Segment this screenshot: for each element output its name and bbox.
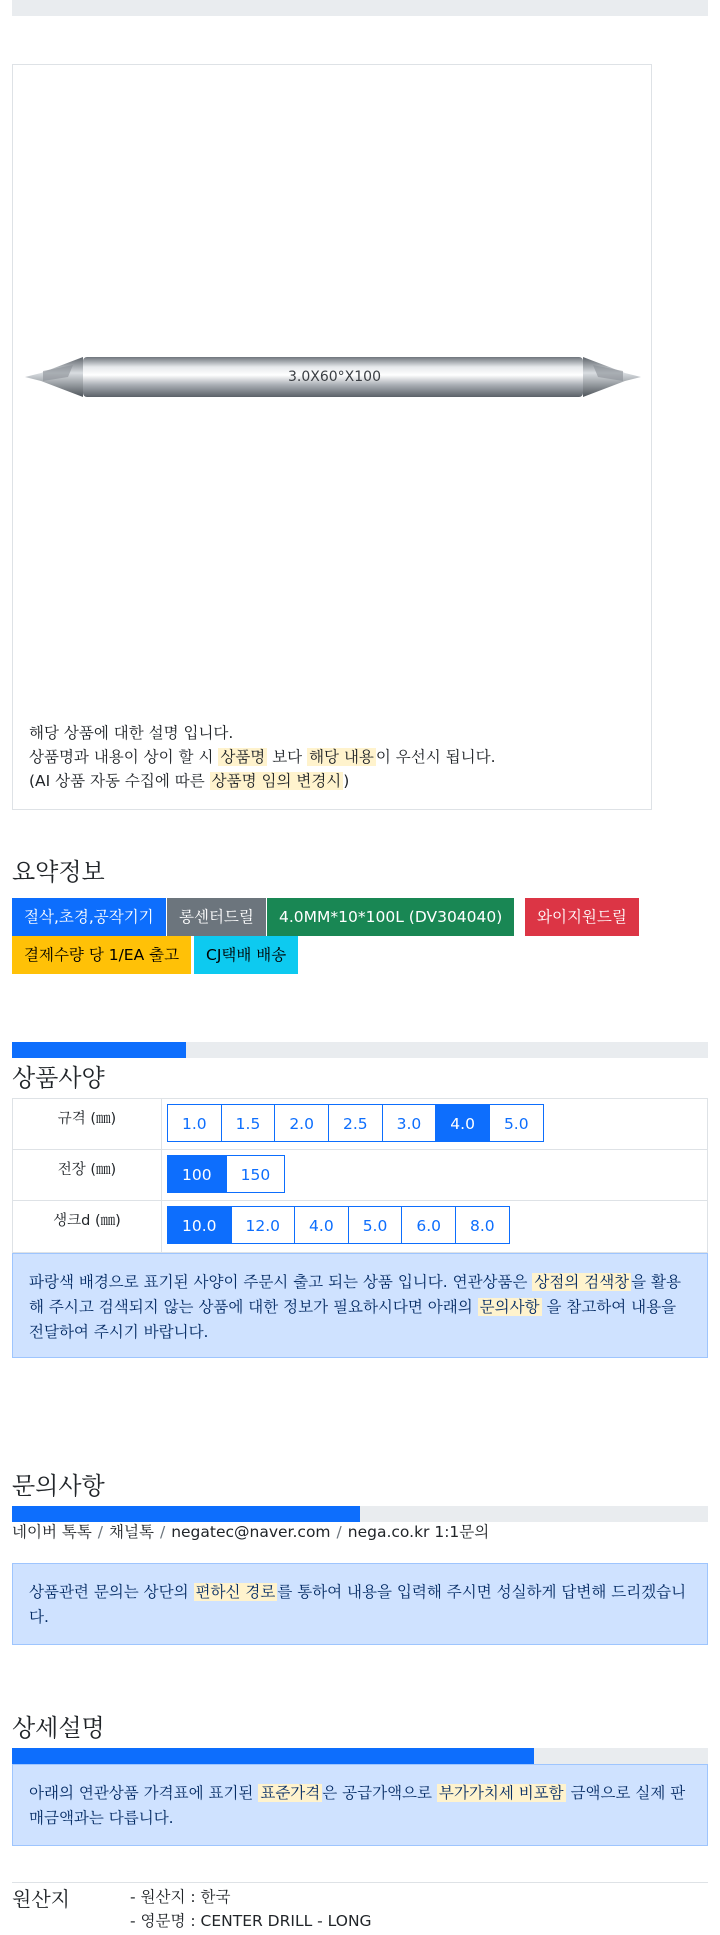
spec-option[interactable]: 3.0: [382, 1104, 437, 1142]
origin-label: 원산지: [12, 1887, 70, 1911]
product-image-box: [12, 64, 652, 810]
spec-options-size: [167, 1104, 543, 1142]
origin-english-name: - 영문명 : CENTER DRILL - LONG: [130, 1912, 372, 1930]
svg-text:3.0X60°X100: 3.0X60°X100: [288, 369, 381, 385]
spec-option[interactable]: 5.0: [489, 1104, 544, 1142]
channel-channeltalk[interactable]: 채널톡: [109, 1523, 154, 1541]
spec-option[interactable]: 150: [226, 1155, 286, 1193]
tag-quantity: 결제수량 당 1/EA 출고: [12, 936, 191, 974]
detail-progress-bar: [12, 1748, 708, 1764]
spec-option[interactable]: 1.0: [167, 1104, 222, 1142]
spec-option[interactable]: 8.0: [455, 1206, 510, 1244]
spec-option[interactable]: 12.0: [231, 1206, 296, 1244]
detail-progress-fill: [12, 1748, 534, 1764]
spec-row-length: [12, 1149, 708, 1200]
specs-progress-bar: [12, 1042, 708, 1058]
specs-progress-fill: [12, 1042, 186, 1058]
center-drill-image: [23, 343, 643, 411]
spec-option[interactable]: 6.0: [401, 1206, 456, 1244]
tag-model: 4.0MM*10*100L (DV304040): [267, 898, 514, 936]
specs-title: 상품사양: [12, 1064, 105, 1092]
spec-option[interactable]: 2.5: [328, 1104, 383, 1142]
spec-option[interactable]: 4.0: [294, 1206, 349, 1244]
spec-label-length: 전장 (㎜): [12, 1150, 162, 1201]
spec-option[interactable]: 2.0: [274, 1104, 329, 1142]
inquiry-channels: 네이버 톡톡 / 채널톡 / negatec@naver.com / nega.co.kr 1:1문의: [12, 1523, 490, 1541]
channel-email[interactable]: negatec@naver.com: [171, 1523, 331, 1541]
tag-product-type: 롱센터드릴: [167, 898, 266, 936]
spec-table: [12, 1098, 708, 1253]
top-placeholder-bar: [12, 0, 708, 16]
origin-country: - 원산지 : 한국: [130, 1888, 231, 1906]
spec-option[interactable]: 1.5: [221, 1104, 276, 1142]
spec-label-shank: 생크d (㎜): [12, 1201, 162, 1252]
tag-shipping: CJ택배 배송: [194, 936, 298, 974]
spec-option[interactable]: 10.0: [167, 1206, 232, 1244]
spec-label-size: 규격 (㎜): [12, 1099, 162, 1150]
channel-naver-talktalk[interactable]: 네이버 톡톡: [12, 1523, 92, 1541]
spec-option[interactable]: 4.0: [435, 1104, 490, 1142]
spec-options-shank: [167, 1206, 509, 1244]
detail-notice: 아래의 연관상품 가격표에 표기된 표준가격 은 공급가액으로 부가가치세 비포함 금액으로 실제 판매금액과는 다릅니다.: [12, 1764, 708, 1846]
inquiry-notice: 상품관련 문의는 상단의 편하신 경로 를 통하여 내용을 입력해 주시면 성실하게 답변해 드리겠습니다.: [12, 1563, 708, 1645]
tag-brand: 와이지원드릴: [525, 898, 639, 936]
spec-options-length: [167, 1155, 284, 1193]
origin-section: [12, 1882, 708, 1930]
spec-notice: 파랑색 배경으로 표기된 사양이 주문시 출고 되는 상품 입니다. 연관상품은 상점의 검색창 을 활용해 주시고 검색되지 않는 상품에 대한 정보가 필요하시다면 아래의 문의사항 을 참고하여 내용을 전달하여 주시기 바랍니다.: [12, 1253, 708, 1358]
spec-option[interactable]: 100: [167, 1155, 227, 1193]
spec-row-shank: [12, 1200, 708, 1251]
tag-category: 절삭,초경,공작기기: [12, 898, 166, 936]
inquiry-title: 문의사항: [12, 1472, 105, 1500]
spec-row-size: [12, 1098, 708, 1149]
channel-website-inquiry[interactable]: nega.co.kr 1:1문의: [347, 1523, 490, 1541]
product-description: 해당 상품에 대한 설명 입니다. 상품명과 내용이 상이 할 시 상품명 보다 해당 내용 이 우선시 됩니다. (AI 상품 자동 수집에 따른 상품명 임의 변경시 ): [29, 724, 496, 790]
spec-option[interactable]: 5.0: [348, 1206, 403, 1244]
origin-details: [130, 1885, 372, 1933]
detail-title: 상세설명: [12, 1714, 105, 1742]
summary-title: 요약정보: [12, 858, 105, 886]
